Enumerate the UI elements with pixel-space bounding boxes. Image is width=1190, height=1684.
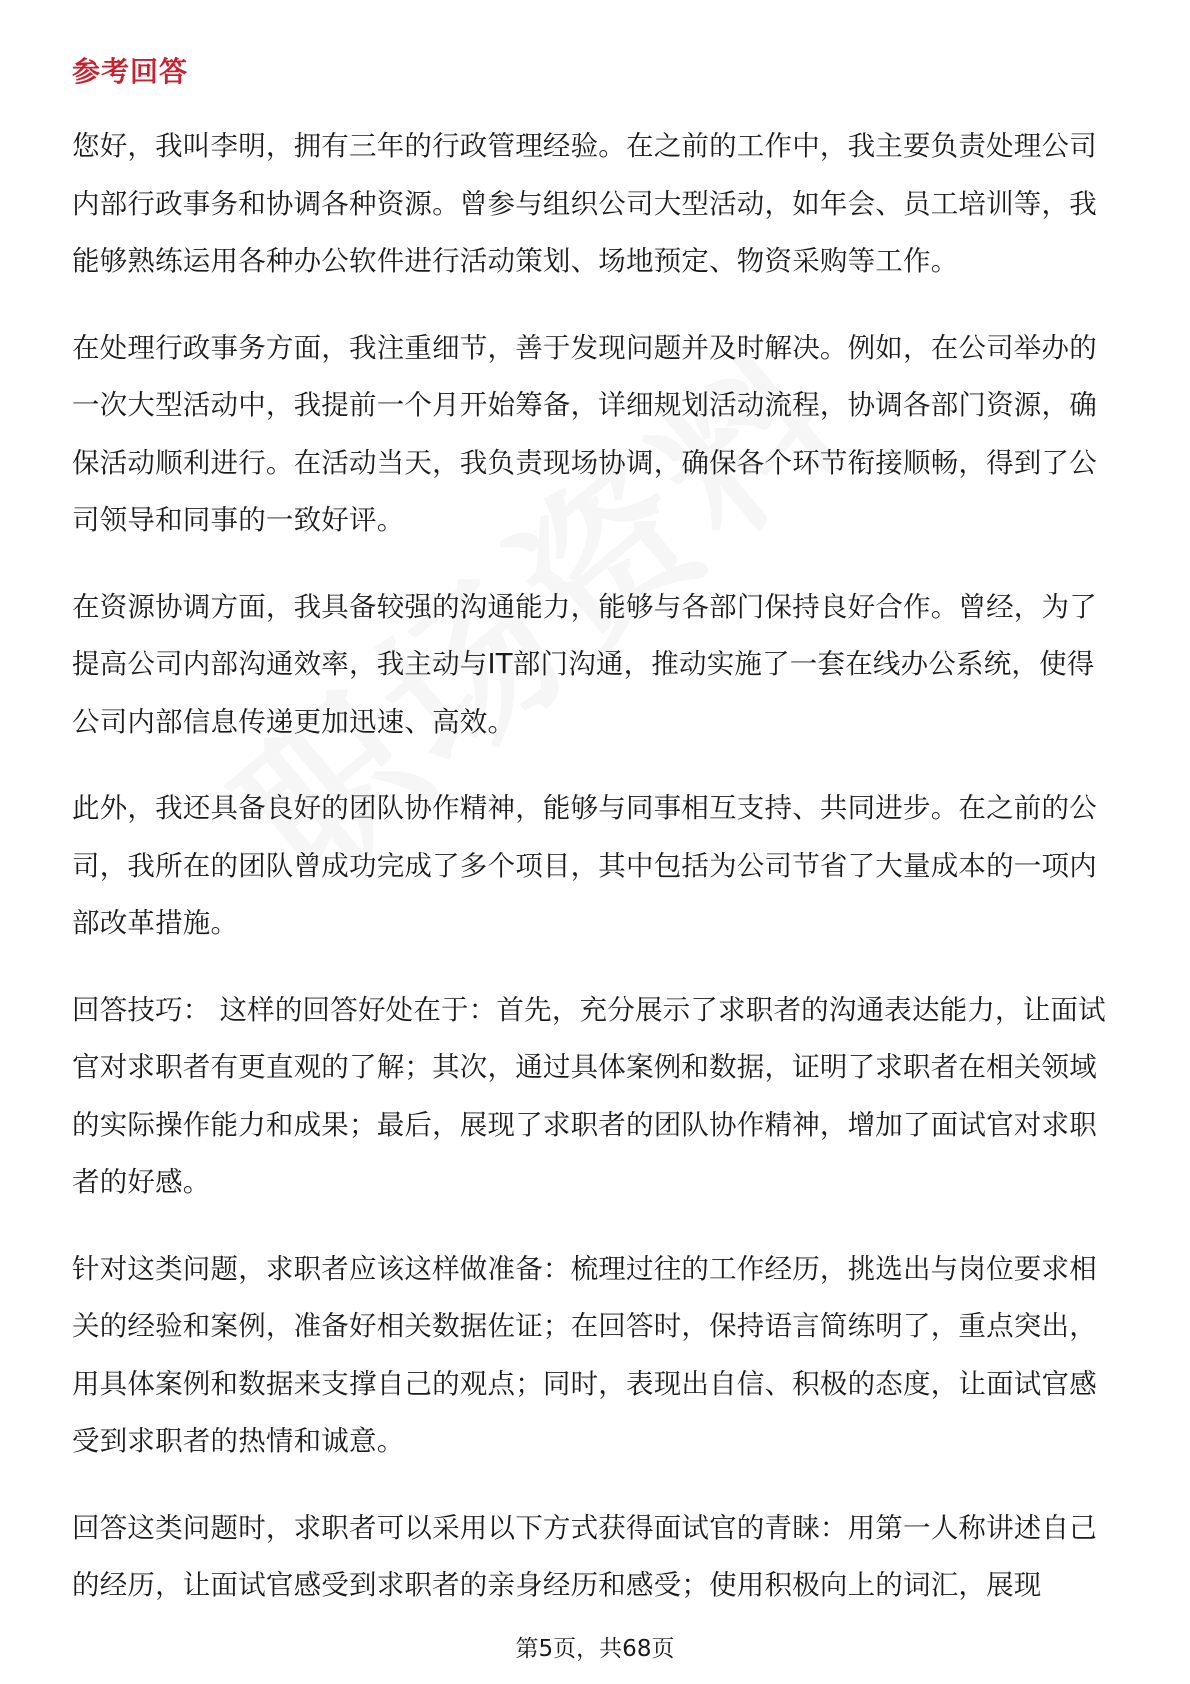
page-number: 第5页，共68页 [515, 1636, 675, 1662]
paragraph-answer-tips: 回答技巧： 这样的回答好处在于：首先，充分展示了求职者的沟通表达能力，让面试官对求职者有更直观的了解；其次，通过具体案例和数据，证明了求职者在相关领域的实际操作能力和成果；最后，展现了求职者的团队协作精神，增加了面试官对求职者的好感。 [72, 993, 1106, 1198]
paragraph-resource-coordination: 在资源协调方面，我具备较强的沟通能力，能够与各部门保持良好合作。曾经，为了提高公司内部沟通效率，我主动与IT部门沟通，推动实施了一套在线办公系统，使得公司内部信息传递更加迅速、高效。 [72, 590, 1097, 738]
paragraph-intro: 您好，我叫李明，拥有三年的行政管理经验。在之前的工作中，我主要负责处理公司内部行政事务和协调各种资源。曾参与组织公司大型活动，如年会、员工培训等，我能够熟练运用各种办公软件进行活动策划、场地预定、物资采购等工作。 [72, 130, 1097, 277]
answer-body [72, 118, 1122, 1644]
section-heading: 参考回答 [72, 55, 189, 88]
paragraph-admin-affairs: 在处理行政事务方面，我注重细节，善于发现问题并及时解决。例如，在公司举办的一次大型活动中，我提前一个月开始筹备，详细规划活动流程，协调各部门资源，确保活动顺利进行。在活动当天，我负责现场协调，确保各个环节衔接顺畅，得到了公司领导和同事的一致好评。 [72, 331, 1097, 536]
paragraph-approach: 回答这类问题时，求职者可以采用以下方式获得面试官的青睐：用第一人称讲述自己的经历，让面试官感受到求职者的亲身经历和感受；使用积极向上的词汇，展现 [72, 1511, 1097, 1601]
paragraph-teamwork: 此外，我还具备良好的团队协作精神，能够与同事相互支持、共同进步。在之前的公司，我所在的团队曾成功完成了多个项目，其中包括为公司节省了大量成本的一项内部改革措施。 [72, 792, 1097, 939]
paragraph-preparation: 针对这类问题，求职者应该这样做准备：梳理过往的工作经历，挑选出与岗位要求相关的经验和案例，准备好相关数据佐证；在回答时，保持语言简练明了，重点突出，用具体案例和数据来支撑自己的观点；同时，表现出自信、积极的态度，让面试官感受到求职者的热情和诚意。 [72, 1252, 1097, 1457]
